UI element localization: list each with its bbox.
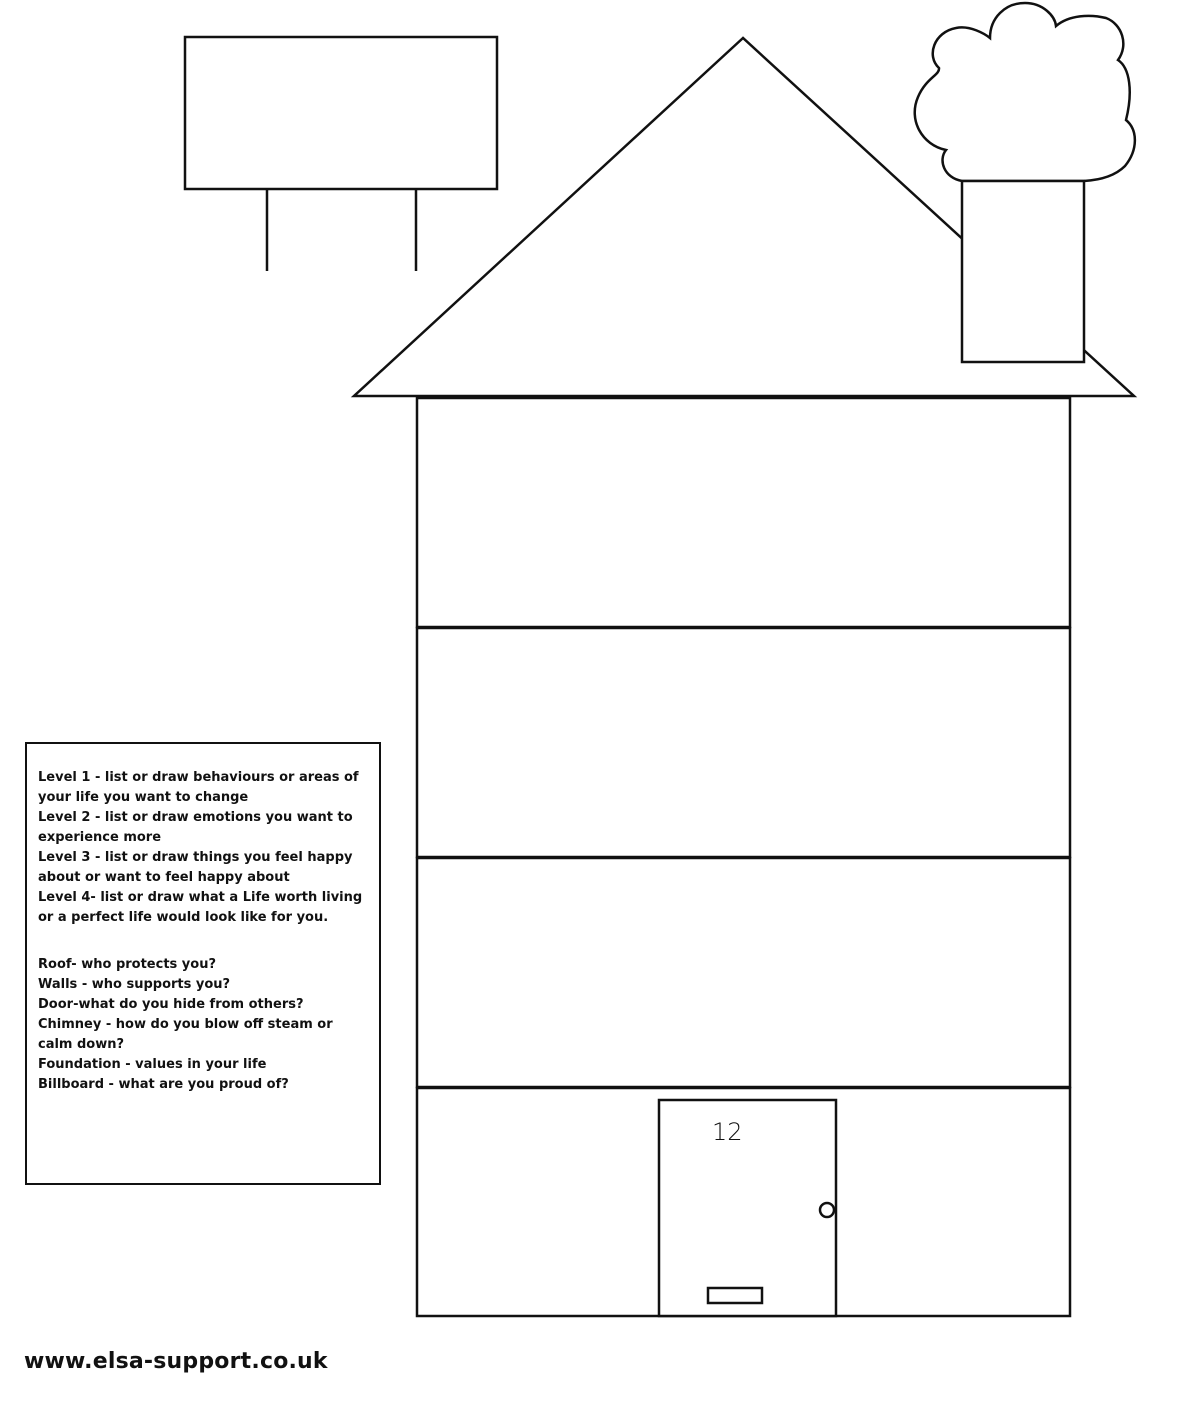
level-3-instruction: Level 3 - list or draw things you feel happy about or want to feel happy about <box>38 850 353 885</box>
instructions-box <box>25 742 381 1185</box>
billboard <box>185 37 497 271</box>
foundation-question: Foundation - values in your life <box>38 1057 267 1072</box>
level-2-floor <box>417 858 1070 1087</box>
level-instructions <box>38 768 369 928</box>
roof-question: Roof- who protects you? <box>38 957 217 972</box>
walls-question: Walls - who supports you? <box>38 977 231 992</box>
door-number: 12 <box>712 1118 743 1146</box>
instructions-spacer <box>38 928 369 955</box>
level-2-instruction: Level 2 - list or draw emotions you want to experience more <box>38 810 353 845</box>
level-1-instruction: Level 1 - list or draw behaviours or areas of your life you want to change <box>38 770 359 805</box>
chimney-question: Chimney - how do you blow off steam or calm down? <box>38 1017 333 1052</box>
door-frame <box>659 1100 836 1316</box>
chimney <box>962 181 1084 362</box>
level-4-instruction: Level 4- list or draw what a Life worth living or a perfect life would look like for you. <box>38 890 363 925</box>
website-url: www.elsa-support.co.uk <box>24 1349 328 1374</box>
level-4-floor <box>417 398 1070 627</box>
smoke-cloud <box>915 3 1135 181</box>
billboard-question: Billboard - what are you proud of? <box>38 1077 289 1092</box>
letterbox <box>708 1288 762 1303</box>
house-part-questions <box>38 955 369 1095</box>
level-3-floor <box>417 628 1070 857</box>
billboard-panel <box>185 37 497 189</box>
door-knob <box>820 1203 834 1217</box>
door <box>659 1100 836 1316</box>
door-question: Door-what do you hide from others? <box>38 997 304 1012</box>
